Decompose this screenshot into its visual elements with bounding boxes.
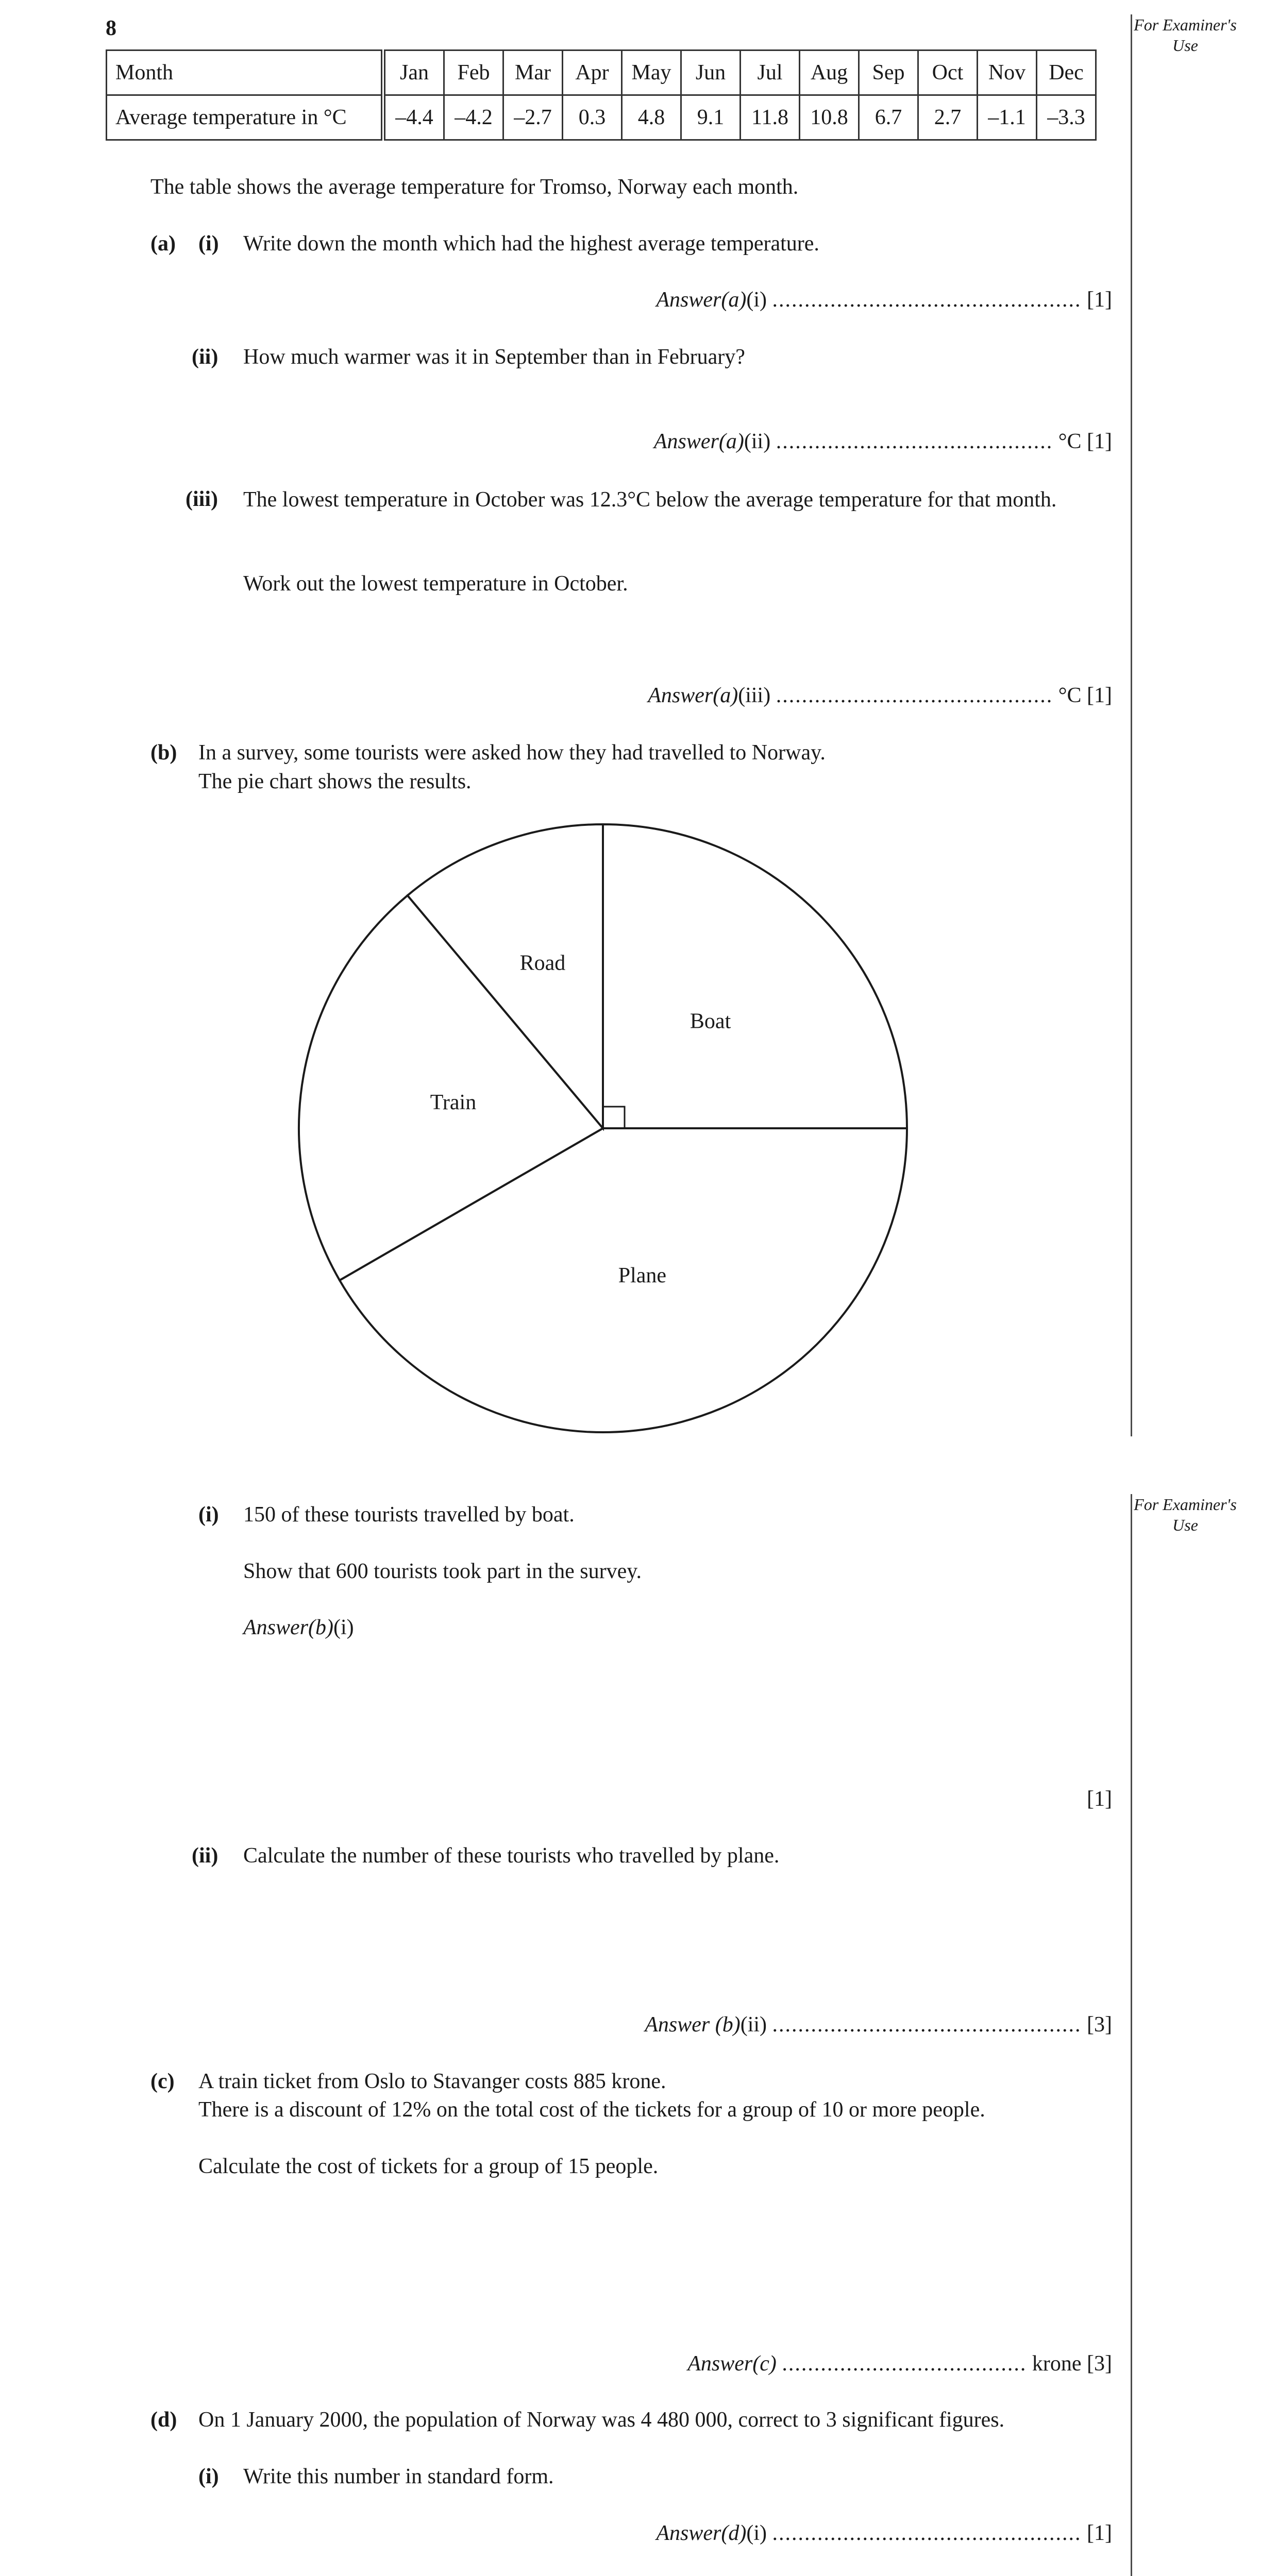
answer-label: Answer(c) xyxy=(687,2352,777,2376)
answer-label: Answer(a) xyxy=(648,684,738,707)
marks: [3] xyxy=(1087,2013,1112,2037)
table-cell-temp: –4.4 xyxy=(383,95,444,140)
table-cell-temp: –2.7 xyxy=(503,95,563,140)
marks: [1] xyxy=(1087,684,1112,707)
pie-label-train: Train xyxy=(430,1090,477,1114)
table-cell-month: Apr xyxy=(563,50,622,95)
table-cell-month: Oct xyxy=(918,50,978,95)
part-a-i-question: Write down the month which had the highest average temperature. xyxy=(243,232,819,256)
table-cell-temp: –1.1 xyxy=(978,95,1037,140)
part-a-iii-question2: Work out the lowest temperature in October. xyxy=(243,572,628,596)
table-cell-month: Mar xyxy=(503,50,563,95)
examiners-use-note: For Examiner's Use xyxy=(1134,15,1237,55)
answer-line-a-ii[interactable] xyxy=(654,429,1112,454)
marks: [1] xyxy=(1087,288,1112,312)
table-row-temperatures xyxy=(107,95,1096,140)
part-b-i-question: 150 of these tourists travelled by boat. xyxy=(243,1503,575,1527)
pie-label-boat: Boat xyxy=(690,1009,731,1033)
answer-label: Answer(a) xyxy=(656,288,747,312)
table-cell-temp: 6.7 xyxy=(859,95,918,140)
part-d-i-question: Write this number in standard form. xyxy=(243,2465,554,2488)
intro-text: The table shows the average temperature for Tromso, Norway each month. xyxy=(150,175,799,199)
answer-unit: krone xyxy=(1032,2352,1082,2376)
examiner-margin-line-bottom xyxy=(1131,1494,1132,2576)
table-header-temperature: Average temperature in °C xyxy=(107,95,383,140)
answer-dots: ........................................... xyxy=(776,684,1053,707)
table-cell-temp: –3.3 xyxy=(1037,95,1096,140)
answer-line-c[interactable] xyxy=(687,2351,1112,2377)
part-a-ii-question: How much warmer was it in September than in February? xyxy=(243,345,745,369)
part-c-label: (c) xyxy=(150,2070,175,2093)
table-cell-month: Feb xyxy=(444,50,503,95)
answer-label-b-i xyxy=(243,1615,354,1640)
table-cell-temp: 10.8 xyxy=(800,95,859,140)
answer-line-a-iii[interactable] xyxy=(648,683,1112,708)
answer-dots: ................................................ xyxy=(772,288,1082,312)
part-c-line-1: A train ticket from Oslo to Stavanger costs 885 krone. xyxy=(198,2070,666,2093)
marks-b-i xyxy=(1087,1786,1112,1812)
table-header-month: Month xyxy=(107,50,383,95)
table-cell-month: Sep xyxy=(859,50,918,95)
answer-label: Answer(d) xyxy=(656,2521,747,2545)
table-cell-month: May xyxy=(622,50,681,95)
part-b-intro-2: The pie chart shows the results. xyxy=(198,770,472,793)
answer-line-b-ii[interactable] xyxy=(645,2012,1112,2038)
answer-line-d-i[interactable] xyxy=(656,2520,1112,2546)
answer-dots: ................................................ xyxy=(772,2013,1082,2037)
answer-label: Answer (b) xyxy=(645,2013,741,2037)
part-d-i-label: (i) xyxy=(198,2465,219,2488)
marks: [3] xyxy=(1087,2352,1112,2376)
answer-dots: ...................................... xyxy=(782,2352,1027,2376)
part-a-i-label: (i) xyxy=(198,232,219,256)
part-b-i-label: (i) xyxy=(198,1503,219,1527)
examiners-use-note-2: For Examiner's Use xyxy=(1134,1495,1237,1534)
answer-space-b-i[interactable] xyxy=(243,1649,1114,1762)
pie-label-road: Road xyxy=(519,951,566,975)
marks: [1] xyxy=(1087,2521,1112,2545)
table-cell-month: Dec xyxy=(1037,50,1096,95)
part-a-iii-question: The lowest temperature in October was 12.3°C below the average temperature for that month. xyxy=(243,488,1057,512)
table-cell-month: Nov xyxy=(978,50,1037,95)
part-b-label: (b) xyxy=(150,741,177,765)
marks: [1] xyxy=(1087,1787,1112,1811)
part-a-label: (a) xyxy=(150,232,176,256)
answer-sub: (iii) xyxy=(738,684,771,707)
part-a-ii-label: (ii) xyxy=(192,345,218,369)
pie-label-plane: Plane xyxy=(618,1263,667,1287)
page-number: 8 xyxy=(106,16,116,40)
marks: [1] xyxy=(1087,430,1112,453)
table-cell-temp: 11.8 xyxy=(741,95,800,140)
table-cell-temp: 2.7 xyxy=(918,95,978,140)
table-row-months xyxy=(107,50,1096,95)
pie-chart xyxy=(289,814,917,1443)
part-a-iii-label: (iii) xyxy=(186,487,218,511)
table-cell-month: Jun xyxy=(681,50,741,95)
answer-label: Answer(a) xyxy=(653,430,744,453)
examiner-margin-line-top xyxy=(1131,14,1132,1436)
answer-dots: ................................................ xyxy=(772,2521,1082,2545)
part-b-ii-question: Calculate the number of these tourists who travelled by plane. xyxy=(243,1844,780,1868)
answer-unit: °C xyxy=(1058,684,1082,707)
part-d-intro: On 1 January 2000, the population of Norway was 4 480 000, correct to 3 significant figures. xyxy=(198,2408,1005,2432)
pie-slice-boat xyxy=(603,824,907,1128)
temperature-table xyxy=(106,49,1097,141)
part-c-line-2: There is a discount of 12% on the total cost of the tickets for a group of 10 or more people. xyxy=(198,2098,985,2122)
table-cell-temp: 9.1 xyxy=(681,95,741,140)
table-cell-temp: 4.8 xyxy=(622,95,681,140)
answer-sub: (i) xyxy=(746,288,767,312)
table-cell-month: Aug xyxy=(800,50,859,95)
table-cell-temp: 0.3 xyxy=(563,95,622,140)
answer-unit: °C xyxy=(1058,430,1082,453)
part-c-line-3: Calculate the cost of tickets for a group of 15 people. xyxy=(198,2155,659,2178)
table-cell-month: Jan xyxy=(383,50,444,95)
answer-sub: (i) xyxy=(333,1616,354,1639)
answer-sub: (ii) xyxy=(740,2013,767,2037)
table-cell-month: Jul xyxy=(741,50,800,95)
answer-sub: (i) xyxy=(746,2521,767,2545)
part-b-ii-label: (ii) xyxy=(192,1844,218,1868)
answer-sub: (ii) xyxy=(744,430,771,453)
part-d-label: (d) xyxy=(150,2408,177,2432)
part-b-intro-1: In a survey, some tourists were asked how they had travelled to Norway. xyxy=(198,741,826,765)
part-b-i-question2: Show that 600 tourists took part in the survey. xyxy=(243,1560,642,1583)
answer-line-a-i[interactable] xyxy=(656,287,1112,313)
answer-label: Answer(b) xyxy=(243,1616,333,1639)
answer-dots: ........................................... xyxy=(776,430,1053,453)
table-cell-temp: –4.2 xyxy=(444,95,503,140)
